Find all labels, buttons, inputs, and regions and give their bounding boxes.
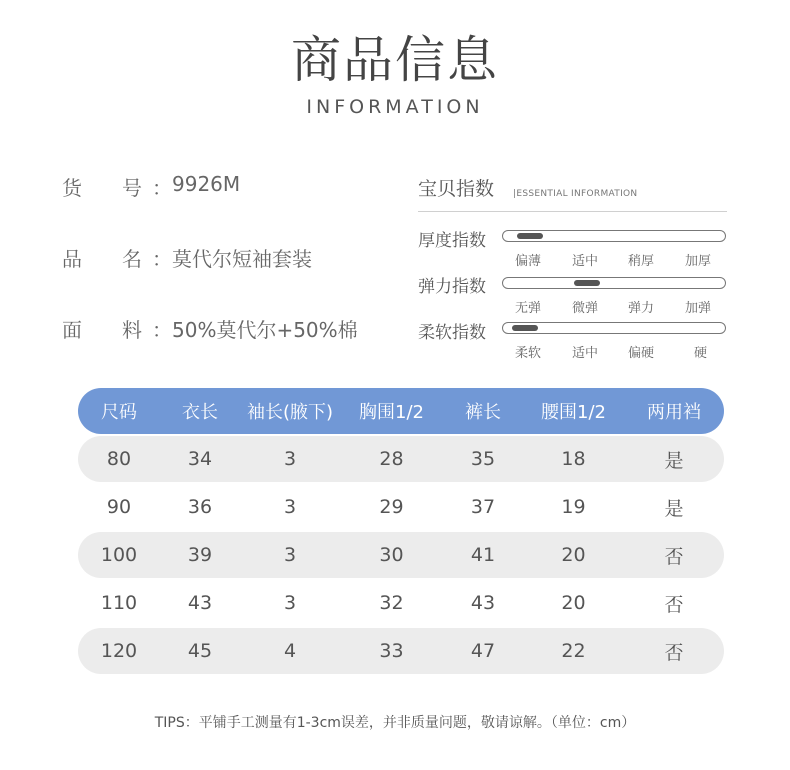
- header-cell: 腰围1/2: [541, 402, 606, 423]
- header-cell: 袖长(腋下): [246, 402, 334, 423]
- table-row: [78, 532, 724, 578]
- info-key-2: 号: [122, 176, 142, 200]
- table-cell: 33: [379, 640, 404, 662]
- index-title: 宝贝指数: [418, 178, 495, 200]
- table-row: [78, 580, 724, 626]
- table-cell: 18: [561, 448, 586, 470]
- meter-bar-softness: [502, 322, 726, 334]
- table-cell: 否: [664, 641, 684, 664]
- table-cell: 3: [283, 592, 297, 614]
- table-cell: 37: [470, 496, 496, 518]
- scale-label: 加厚: [685, 254, 712, 269]
- scale-label: 无弹: [515, 301, 542, 316]
- scale-label: 弹力: [628, 301, 655, 316]
- table-cell: 20: [561, 592, 586, 614]
- info-row-item-no: [62, 172, 358, 243]
- info-value: 莫代尔短袖套装: [172, 247, 312, 271]
- table-cell: 否: [664, 545, 684, 568]
- table-cell: 32: [379, 592, 404, 614]
- table-cell: 28: [379, 448, 404, 470]
- table-cell: 20: [561, 544, 586, 566]
- table-cell: 90: [106, 496, 132, 518]
- info-key-2: 名: [122, 247, 142, 271]
- table-cell: 3: [283, 496, 297, 518]
- table-cell: 19: [561, 496, 586, 518]
- scale-label: 适中: [572, 254, 599, 269]
- meter-label-softness: 柔软指数: [418, 323, 486, 343]
- scale-label: 加弹: [685, 301, 712, 316]
- meter-knob: [512, 325, 538, 331]
- scale-label: 适中: [572, 346, 599, 361]
- table-cell: 36: [187, 496, 213, 518]
- table-row: [78, 628, 724, 674]
- header-cell: 两用裆: [647, 402, 701, 423]
- info-separator: ：: [152, 318, 172, 342]
- table-cell: 22: [561, 640, 586, 662]
- table-cell: 35: [470, 448, 496, 470]
- info-key-1: 面: [62, 318, 82, 342]
- table-row: [78, 436, 724, 482]
- header-cell: 尺码: [101, 402, 137, 423]
- scale-label: 偏硬: [628, 346, 655, 361]
- table-cell: 否: [664, 593, 684, 616]
- table-cell: 41: [470, 544, 496, 566]
- header-cell: 胸围1/2: [359, 402, 424, 423]
- scale-label: 柔软: [515, 346, 542, 361]
- info-key-2: 料: [122, 318, 142, 342]
- meter-bar-elasticity: [502, 277, 726, 289]
- meter-knob: [517, 233, 543, 239]
- meter-knob: [574, 280, 600, 286]
- table-cell: 34: [187, 448, 213, 470]
- table-cell: 45: [187, 640, 213, 662]
- info-key-1: 品: [62, 247, 82, 271]
- table-header: [78, 388, 724, 434]
- table-cell: 43: [187, 592, 213, 614]
- table-cell: 39: [187, 544, 213, 566]
- table-cell: 3: [283, 448, 297, 470]
- table-cell: 47: [470, 640, 496, 662]
- table-cell: 30: [379, 544, 404, 566]
- tips-text: TIPS：平铺手工测量有1-3cm误差，并非质量问题，敬请谅解。（单位：cm）: [154, 715, 636, 731]
- table-cell: 100: [100, 544, 138, 566]
- table-cell: 29: [379, 496, 404, 518]
- info-row-name: [62, 243, 358, 314]
- meter-label-thickness: 厚度指数: [418, 231, 486, 251]
- table-cell: 4: [283, 640, 297, 662]
- table-row: [78, 484, 724, 530]
- page-subtitle: INFORMATION: [306, 96, 484, 118]
- table-cell: 110: [100, 592, 138, 614]
- info-value: 9926M: [172, 172, 241, 196]
- table-cell: 3: [283, 544, 297, 566]
- header-cell: 裤长: [465, 402, 501, 423]
- scale-label: 硬: [694, 346, 708, 361]
- table-cell: 80: [106, 448, 132, 470]
- index-subtitle: |ESSENTIAL INFORMATION: [513, 189, 638, 199]
- table-cell: 是: [664, 449, 684, 472]
- table-cell: 是: [664, 497, 684, 520]
- meter-label-elasticity: 弹力指数: [418, 277, 486, 297]
- info-row-material: [62, 314, 358, 385]
- info-separator: ：: [152, 247, 172, 271]
- meter-bar-thickness: [502, 230, 726, 242]
- scale-label: 偏薄: [515, 254, 542, 269]
- info-separator: ：: [152, 176, 172, 200]
- product-info: [62, 172, 358, 385]
- size-table: [78, 388, 724, 674]
- scale-label: 稍厚: [628, 254, 655, 269]
- table-cell: 43: [470, 592, 496, 614]
- table-cell: 120: [100, 640, 138, 662]
- page-title: 商品信息: [291, 31, 499, 89]
- header-cell: 衣长: [182, 402, 218, 423]
- info-value: 50%莫代尔+50%棉: [172, 318, 358, 342]
- info-key-1: 货: [62, 176, 82, 200]
- scale-label: 微弹: [572, 301, 599, 316]
- index-divider: [418, 211, 727, 212]
